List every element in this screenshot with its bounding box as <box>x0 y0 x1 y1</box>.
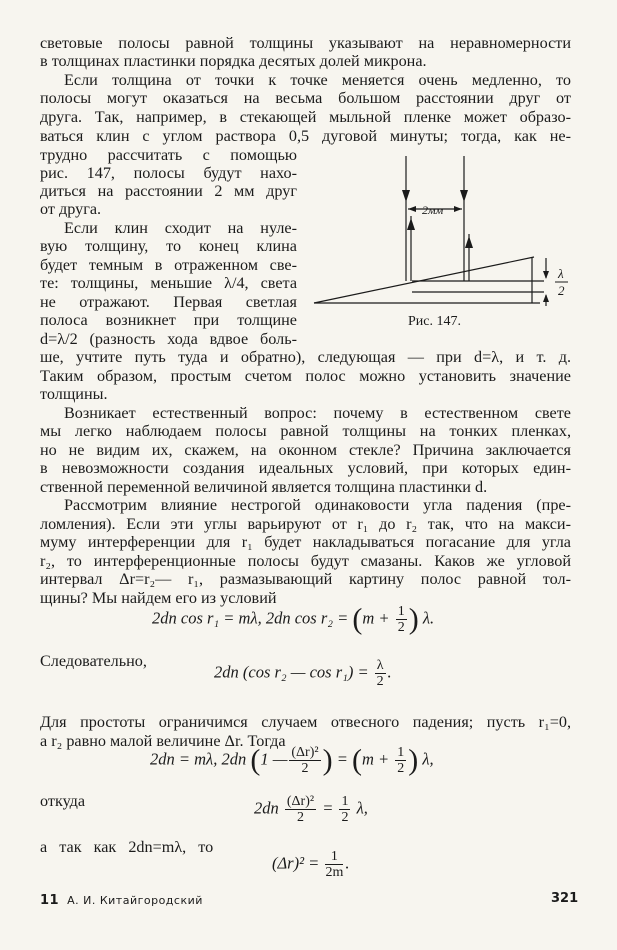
denominator: 2 <box>376 674 384 689</box>
equation-text: 2dn <box>254 798 279 818</box>
numerator: (Δr)² <box>286 794 315 809</box>
page-number: 321 <box>551 891 579 906</box>
equation-1 <box>152 604 434 635</box>
wedge-top-line <box>314 257 534 303</box>
text-line: Следовательно, <box>40 652 147 670</box>
text-line: световые полосы равной толщины указывают на неравномерности <box>40 34 571 52</box>
equation-3 <box>150 745 434 776</box>
arrow-up <box>543 294 549 302</box>
text-line: трудно рассчитать с помощью <box>40 146 297 164</box>
text-line: ломления). Если эти углы варьируют от r₁ до r₂ так, что на макси- <box>40 515 571 533</box>
text-line: а так как 2dn=mλ, то <box>40 838 214 856</box>
text-line: полоса возникнет при толщине <box>40 311 297 329</box>
equation-5 <box>272 849 349 880</box>
denominator: 2 <box>341 810 349 825</box>
text-line: от друга. <box>40 200 102 218</box>
numerator: 1 <box>325 849 343 865</box>
equation-text: . <box>345 853 350 873</box>
arrow-down <box>543 271 549 279</box>
text-line: не отражают. Первая светлая <box>40 293 297 311</box>
text-line: r₂, то интерференционные полосы будут смазаны. Каков же угловой <box>40 552 571 570</box>
text-line: интервал Δr=r₂— r₁, размазывающий картину полос равной тол- <box>40 570 571 588</box>
equation-text: . <box>387 662 392 682</box>
paren-open: ( <box>352 602 363 636</box>
numerator: (Δr)² <box>291 745 319 760</box>
equation-text: (Δr)² = <box>272 853 324 873</box>
numerator: 1 <box>397 604 405 619</box>
equation-text: = <box>332 749 352 769</box>
fraction <box>339 794 350 825</box>
text-line: откуда <box>40 792 86 810</box>
equation-text: m + <box>362 608 394 628</box>
text-line: диться на расстоянии 2 мм друг <box>40 182 297 200</box>
sheet-number: 11 <box>40 893 60 908</box>
paren-open: ( <box>250 743 261 777</box>
arrow-down <box>460 190 468 202</box>
fraction <box>285 794 316 825</box>
text-line: мы легко наблюдаем полосы равной толщины на тонких пленках, <box>40 422 571 440</box>
text-line: d=λ/2 (разность хода вдвое боль- <box>40 330 297 348</box>
paren-close: ) <box>408 743 419 777</box>
equation-text: m + <box>361 749 394 769</box>
text-line: вую толщину, то конец клина <box>40 237 297 255</box>
fraction <box>396 604 407 635</box>
equation-text: λ, <box>356 798 368 818</box>
equation-text: 2dn cos r₁ = mλ, 2dn cos r₂ = <box>152 608 353 628</box>
text-line: а r₂ равно малой величине Δr. Тогда <box>40 732 286 750</box>
equation-text: λ, <box>422 749 434 769</box>
text-line: Если толщина от точки к точке меняется очень медленно, то <box>64 71 571 89</box>
text-line: ше, учтите путь туда и обратно), следующая — при d=λ, и т. д. <box>40 348 571 366</box>
dimension-label-2mm: 2мм <box>422 203 444 217</box>
text-line: муму интерференции для r₁ будет накладываться погасание для угла <box>40 533 571 551</box>
equation-text: 2dn (cos r₂ — cos r₁) = <box>214 662 373 682</box>
numerator: λ <box>376 658 384 673</box>
text-line: в толщинах пластинки порядка десятых долей микрона. <box>40 52 427 70</box>
denominator: 2 <box>397 620 405 635</box>
text-line: но не видим их, скажем, на оконном стекле? Причина заключается <box>40 441 571 459</box>
equation-4 <box>254 794 368 825</box>
text-line: друга. Так, например, в стекающей мыльной пленке может образо- <box>40 108 571 126</box>
paren-close: ) <box>322 743 333 777</box>
text-line: Если клин сходит на нуле- <box>64 219 297 237</box>
text-line: те: толщины, меньшие λ/4, света <box>40 274 297 292</box>
dimension-label-lambda: λ <box>558 266 564 281</box>
denominator: 2 <box>296 810 304 825</box>
fraction <box>325 849 343 880</box>
equation-text: λ. <box>422 608 435 628</box>
denominator: 2m <box>325 865 344 880</box>
text-line: Таким образом, простым счетом полос можно установить значение <box>40 367 571 385</box>
equation-text: 1 — <box>260 749 288 769</box>
text-line: толщины. <box>40 385 108 403</box>
paren-close: ) <box>408 602 419 636</box>
dimension-label-two: 2 <box>558 283 565 298</box>
text-line: рис. 147, полосы будут нахо- <box>40 164 297 182</box>
numerator: 1 <box>397 745 405 760</box>
text-line: ваться клин с углом раствора 0,5 дуговой минуты; тогда, как не- <box>40 127 571 145</box>
arrow-up <box>407 218 415 230</box>
paren-open: ( <box>351 743 362 777</box>
text-line: в невозможности создания идеальных условий, при которых един- <box>40 459 571 477</box>
fraction <box>375 658 386 689</box>
text-line: полосы могут оказаться на весьма большом расстоянии друг от <box>40 89 571 107</box>
denominator: 2 <box>301 761 309 776</box>
equation-2 <box>214 658 392 689</box>
text-line: Для простоты ограничимся случаем отвесного падения; пусть r₁=0, <box>40 713 571 731</box>
fraction <box>289 745 320 776</box>
arrow-down <box>402 190 410 202</box>
text-line: ственной переменной величиной является толщина пластинки d. <box>40 478 488 496</box>
numerator: 1 <box>341 794 349 809</box>
equation-text: = <box>318 798 338 818</box>
footer-signature <box>40 893 203 908</box>
equation-text: 2dn = mλ, 2dn <box>150 749 247 769</box>
author-name: А. И. Китайгородский <box>67 894 203 907</box>
arrow-up <box>465 236 473 248</box>
denominator: 2 <box>397 761 405 776</box>
fraction <box>395 745 406 776</box>
figure-147-wedge-diagram <box>312 150 574 335</box>
text-line: Возникает естественный вопрос: почему в естественном свете <box>64 404 571 422</box>
arrow-right <box>454 206 462 212</box>
text-line: щины? Мы найдем его из условий <box>40 589 277 607</box>
text-line: будет темным в отраженном све- <box>40 256 297 274</box>
text-line: Рассмотрим влияние нестрогой одинаковости угла падения (пре- <box>64 496 571 514</box>
arrow-left <box>408 206 416 212</box>
figure-caption: Рис. 147. <box>408 314 461 329</box>
